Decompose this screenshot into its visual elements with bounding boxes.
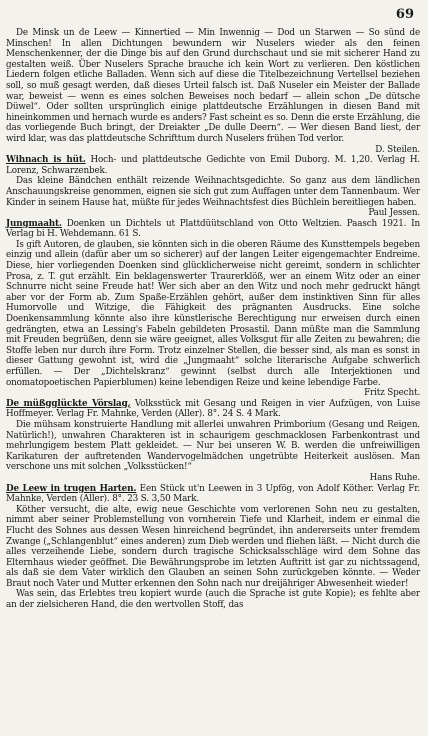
body-paragraph xyxy=(6,420,420,484)
review-entry xyxy=(6,219,420,240)
body-paragraph xyxy=(6,176,420,218)
paragraph-text: Köther versucht, die alte, ewig neue Geschichte vom verlorenen Sohn neu zu gestalten, nimmt aber seiner Problemstellung von vornherein Tiefe und Klarheit, indem er einmal die Flucht des Sohnes aus dessen Wesen hinreichend begründet, ihn andererseits unter fremdem Zwange („Schlangenblut“ eines anderen) zum Dieb werden und fliehen läßt. — Nicht durch die alles verzeihende Liebe, sondern durch tragische Schicksalsschläge wird dem Sohne das Elternhaus wieder geöffnet. Die Bewährungsprobe im letzten Auftritt ist gar zu nichtssagend, als daß sie dem Vater wirklich den Glauben an seinen Sohn zurückgeben könnte. — Weder Braut noch Vater und Mutter erkennen den Sohn nach nur dreijähriger Abwesenheit wieder! xyxy=(6,504,420,589)
body-paragraph xyxy=(6,240,420,399)
entry-title: Wihnach is hüt. xyxy=(6,155,86,166)
body-paragraph xyxy=(6,505,420,590)
paragraph-text: Volksstück mit Gesang und Reigen in vier Aufzügen, von Luise Hoffmeyer. Verlag Fr. Mahnke, Verden (Aller). 8°. 24 S. 4 Mark. xyxy=(6,398,420,420)
paragraph-text: Hoch- und plattdeutsche Gedichte von Emil Duborg. M. 1,20. Verlag H. Lorenz, Schwarzenbek. xyxy=(6,155,420,176)
paragraph-text: Een Stück ut'n Leewen in 3 Upfög, von Adolf Köther. Verlag Fr. Mahnke, Verden (Aller). 8°. 23 S. 3,50 Mark. xyxy=(6,483,420,505)
body-paragraph xyxy=(6,28,420,155)
reviewer-signature: Fritz Specht. xyxy=(364,388,420,399)
reviewer-signature: Paul Jessen. xyxy=(368,208,420,219)
entry-title: De müßgglückte Vörslag, xyxy=(6,398,131,409)
review-entry xyxy=(6,399,420,420)
review-entry xyxy=(6,484,420,505)
entry-title: De Leew in trugen Harten. xyxy=(6,483,137,494)
paragraph-text: Das kleine Bändchen enthält reizende Weihnachtsgedichte. So ganz aus dem ländlichen Anschauungskreise genommen, eignen sie sich gut zum Auffagen unter dem Tannenbaum. Wer Kinder in seinem Hause hat, müßte für jedes Weihnachtsfest dies Büchlein bereitliegen haben. xyxy=(6,176,420,208)
paragraph-text: Is gift Autoren, de glauben, sie könnten sich in die oberen Räume des Kunsttempels begeben einzig und allein (dafür aber um so sicherer) auf der langen Leiter eigengemachter Endreime. Diese, hier vorliegenden Doenken sind glücklicherweise nicht gereimt, sondern in schlichter Prosa, z. T. gut erzählt. Ein beklagenswerter Traurerklöß, wer an einem Witz oder an einer Schnurre nicht seine Freude hat! Wer sich aber an den Witz und noch mehr gedruckt hängt aber vor der Form ab. Zum Spaße-Erzählen gehört, außer dem instinktiven Sinn für alles Humorvolle und Witzige, die Fähigkeit des prägnanten Ausdrucks. Eine solche Doenkensammlung könnte also ihre künstlerische Berechtigung nur erweisen durch einen gedrängten, etwa an Lessing's Fabeln gebildeten Prosastil. Dann müßte man die Sammlung mit Freuden begrüßen, denn sie wäre geeignet, alles Volksgut für alle Zeiten zu bewahren; die Stoffe leben nur durch ihre Form. Trotz einzelner Stellen, die besser sind, als man es sonst in dieser Gattung gewohnt ist, wird die „Jungmaaht“ solche literarische Aufgabe schwerlich erfüllen. — Der „Dichtelskranz“ gewinnt (selbst durch alle Interjektionen und onomatopoetischen Papierblumen) keine lebendigen Reize und keine lebendige Farbe. xyxy=(6,239,420,388)
paragraph-text: Was sein, das Erlebtes treu kopiert wurde (auch die Sprache ist gute Kopie); es fehlte aber an der zielsicheren Hand, die den wertvollen Stoff, das xyxy=(6,589,420,611)
entry-title: Jungmaaht. xyxy=(6,218,62,229)
page-number: 69 xyxy=(395,7,414,22)
reviewer-signature: Hans Ruhe. xyxy=(369,472,420,483)
paragraph-text: Doenken un Dichtels ut Plattdüütschland von Otto Weltzien. Paasch 1921. In Verlag bi H. Wehdemann. 61 S. xyxy=(6,218,420,240)
review-entry xyxy=(6,155,420,176)
reviewer-signature: D. Steilen. xyxy=(375,144,420,155)
body-paragraph xyxy=(6,589,420,610)
article-text xyxy=(6,28,420,611)
paragraph-text: De Minsk un de Leew — Kinnertied — Min Inwennig — Dod un Starwen — So sünd de Minschen! In allen Dichtungen bewundern wir Nuselers wieder als den feinen Menschenkenner, der die Dinge bis auf den Grund durchschaut und sie mit sicherer Hand zu gestalten weiß. Über Nuselers Sprache brauche ich kein Wort zu verlieren. Den köstlichen Liedern folgen etliche Balladen. Wenn sich auf diese die Titelbezeichnung Vertellsel beziehen soll, so muß gesagt werden, daß dieses Urteil falsch ist. Daß Nuseler ein Meister der Ballade war, beweist — wenn es eines solchen Beweises noch bedarf — allein schon „De dütsche Düwel“. Oder sollten ursprünglich einige plattdeutsche Erzählungen in diesen Band mit hineinkommen und hernach wurde es anders? Fast scheint es so. Denn die erste Erzählung, die das vorliegende Buch bringt, der Dreiakter „De dulle Deern“. — Wer diesen Band liest, der wird klar, was das plattdeutsche Schrifttum durch Nuselers frühen Tod verlor. xyxy=(6,28,420,144)
paragraph-text: Die mühsam konstruierte Handlung mit allerlei unwahren Primborium (Gesang und Reigen. Natürlich!), unwahren Charakteren ist in schaurigem geschmacklosen Farbenkontrast und mehrlungigem bestem Platt gekleidet. — Nur bei unseren W. B. werden die unfreiwilligen Karikaturen der auftretenden Wandervogelmädchen ungetrübte Heiterkeit auslösen. Man verschone uns mit solchen „Volksstücken!“ xyxy=(6,419,420,473)
